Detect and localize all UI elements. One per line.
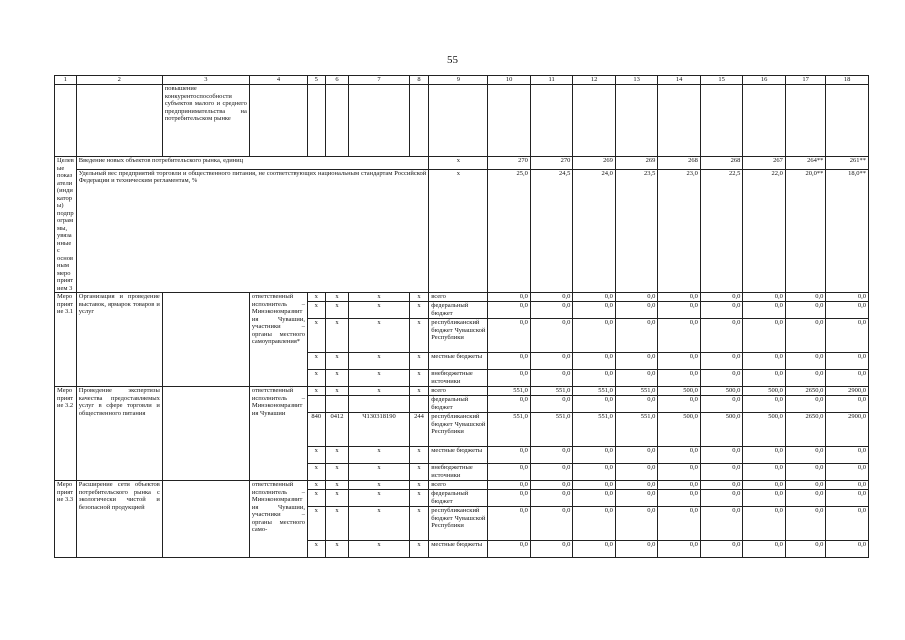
indicator-value: 268 xyxy=(658,157,701,170)
funding-value: 0,0 xyxy=(785,396,825,413)
funding-value: 0,0 xyxy=(488,353,531,370)
funding-value: 0,0 xyxy=(658,464,701,481)
budget-code: x xyxy=(409,447,429,464)
budget-code: x xyxy=(349,447,409,464)
funding-value: 0,0 xyxy=(615,319,658,353)
funding-value: 0,0 xyxy=(658,490,701,507)
budget-code: x xyxy=(409,541,429,558)
funding-value: 0,0 xyxy=(658,507,701,541)
funding-value: 0,0 xyxy=(700,507,743,541)
budget-code: x xyxy=(307,541,325,558)
indicator-value: 269 xyxy=(615,157,658,170)
funding-value: 0,0 xyxy=(530,481,573,490)
measure-empty xyxy=(162,387,249,481)
budget-code: x xyxy=(349,319,409,353)
funding-value: 0,0 xyxy=(488,319,531,353)
funding-source: республиканский бюджет Чувашской Республики xyxy=(429,319,488,353)
funding-value: 0,0 xyxy=(573,302,616,319)
empty-cell xyxy=(700,85,743,157)
measure-executor: ответственный исполнитель – Минэкономразвития Чувашии xyxy=(249,387,307,481)
budget-code: x xyxy=(325,353,349,370)
budget-code: x xyxy=(349,490,409,507)
funding-value: 0,0 xyxy=(658,447,701,464)
funding-value: 0,0 xyxy=(785,302,825,319)
budget-code: x xyxy=(349,507,409,541)
page-number: 55 xyxy=(447,54,458,66)
funding-value: 0,0 xyxy=(785,464,825,481)
indicator-value: 268 xyxy=(700,157,743,170)
funding-value: 0,0 xyxy=(785,447,825,464)
budget-code: x xyxy=(349,387,409,396)
indicator-unit: x xyxy=(429,169,488,292)
funding-value: 0,0 xyxy=(743,507,786,541)
budget-code: 0412 xyxy=(325,413,349,447)
budget-code xyxy=(307,396,325,413)
funding-value: 0,0 xyxy=(488,490,531,507)
funding-source: внебюджетные источники xyxy=(429,464,488,481)
funding-source: всего xyxy=(429,481,488,490)
empty-cell xyxy=(615,85,658,157)
funding-value: 0,0 xyxy=(700,447,743,464)
budget-code: x xyxy=(349,293,409,302)
funding-value: 551,0 xyxy=(615,387,658,396)
column-number: 4 xyxy=(249,76,307,85)
budget-code: x xyxy=(325,293,349,302)
funding-value: 0,0 xyxy=(573,464,616,481)
column-number: 14 xyxy=(658,76,701,85)
budget-code: x xyxy=(307,302,325,319)
funding-value: 0,0 xyxy=(785,319,825,353)
funding-value: 0,0 xyxy=(615,293,658,302)
column-number: 10 xyxy=(488,76,531,85)
funding-value: 0,0 xyxy=(530,507,573,541)
budget-code: x xyxy=(325,464,349,481)
funding-value: 0,0 xyxy=(826,464,869,481)
funding-value: 0,0 xyxy=(826,507,869,541)
indicator-row xyxy=(55,169,869,292)
budget-code: x xyxy=(307,387,325,396)
funding-value: 0,0 xyxy=(615,490,658,507)
budget-code: x xyxy=(307,293,325,302)
funding-value: 0,0 xyxy=(743,396,786,413)
indicators-label: Целевые показатели (индикаторы) подпрограммы, увязанные с основным мероприятием 3 xyxy=(55,157,77,293)
funding-value: 0,0 xyxy=(658,541,701,558)
column-number: 11 xyxy=(530,76,573,85)
funding-value: 0,0 xyxy=(700,490,743,507)
funding-value: 0,0 xyxy=(530,319,573,353)
column-number: 5 xyxy=(307,76,325,85)
budget-code: x xyxy=(409,387,429,396)
budget-code: x xyxy=(349,353,409,370)
funding-value: 2900,0 xyxy=(826,413,869,447)
column-number: 16 xyxy=(743,76,786,85)
funding-value: 500,0 xyxy=(658,413,701,447)
funding-value: 0,0 xyxy=(700,370,743,387)
funding-value: 0,0 xyxy=(530,370,573,387)
indicator-value: 267 xyxy=(743,157,786,170)
budget-code: x xyxy=(409,481,429,490)
funding-value: 0,0 xyxy=(573,447,616,464)
funding-value: 0,0 xyxy=(785,541,825,558)
funding-value: 0,0 xyxy=(573,507,616,541)
funding-value: 0,0 xyxy=(743,541,786,558)
empty-cell xyxy=(325,85,349,157)
budget-code: x xyxy=(325,319,349,353)
carry-row xyxy=(55,85,869,157)
funding-value: 0,0 xyxy=(826,481,869,490)
budget-code: x xyxy=(307,370,325,387)
funding-value: 0,0 xyxy=(488,370,531,387)
funding-value: 0,0 xyxy=(743,353,786,370)
funding-value: 0,0 xyxy=(615,396,658,413)
column-number: 6 xyxy=(325,76,349,85)
measure-id: Мероприятие 3.1 xyxy=(55,293,77,387)
funding-source: внебюджетные источники xyxy=(429,370,488,387)
column-number: 3 xyxy=(162,76,249,85)
funding-source: всего xyxy=(429,293,488,302)
budget-code: x xyxy=(349,464,409,481)
budget-code xyxy=(325,396,349,413)
budget-code: x xyxy=(409,319,429,353)
funding-value: 0,0 xyxy=(700,353,743,370)
funding-value: 0,0 xyxy=(573,481,616,490)
indicator-text: Введение новых объектов потребительского рынка, единиц xyxy=(76,157,429,170)
funding-value: 0,0 xyxy=(530,447,573,464)
funding-value: 0,0 xyxy=(743,447,786,464)
funding-source: республиканский бюджет Чувашской Республики xyxy=(429,507,488,541)
funding-value: 0,0 xyxy=(530,490,573,507)
budget-code: x xyxy=(307,507,325,541)
funding-value: 0,0 xyxy=(573,319,616,353)
funding-source: местные бюджеты xyxy=(429,447,488,464)
measure-name: Проведение экспертизы качества предоставляемых услуг в сфере торговли и общественного питания xyxy=(76,387,162,481)
funding-value: 0,0 xyxy=(573,541,616,558)
column-number: 2 xyxy=(76,76,162,85)
column-number: 12 xyxy=(573,76,616,85)
funding-source: местные бюджеты xyxy=(429,541,488,558)
funding-value: 0,0 xyxy=(573,370,616,387)
funding-value: 0,0 xyxy=(785,507,825,541)
funding-value: 0,0 xyxy=(615,302,658,319)
funding-value: 0,0 xyxy=(488,447,531,464)
funding-value: 551,0 xyxy=(573,387,616,396)
funding-value: 0,0 xyxy=(785,370,825,387)
funding-value: 551,0 xyxy=(488,387,531,396)
funding-value: 500,0 xyxy=(743,413,786,447)
funding-value: 0,0 xyxy=(826,447,869,464)
funding-value: 0,0 xyxy=(743,370,786,387)
funding-value: 551,0 xyxy=(573,413,616,447)
funding-value: 0,0 xyxy=(530,293,573,302)
funding-value: 0,0 xyxy=(700,541,743,558)
funding-value: 2650,0 xyxy=(785,413,825,447)
budget-code: x xyxy=(349,302,409,319)
funding-value: 0,0 xyxy=(488,481,531,490)
measure-executor: ответственный исполнитель – Минэкономразвития Чувашии, участники – органы местного само- xyxy=(249,481,307,558)
indicator-value: 24,0 xyxy=(573,169,616,292)
measure-empty xyxy=(162,481,249,558)
budget-code: 244 xyxy=(409,413,429,447)
funding-value: 0,0 xyxy=(826,541,869,558)
funding-row xyxy=(55,387,869,396)
table-body xyxy=(55,76,869,558)
funding-value: 0,0 xyxy=(700,319,743,353)
funding-row xyxy=(55,293,869,302)
funding-value: 0,0 xyxy=(615,370,658,387)
budget-code: x xyxy=(349,481,409,490)
empty-cell xyxy=(573,85,616,157)
funding-value: 0,0 xyxy=(615,447,658,464)
funding-value: 551,0 xyxy=(530,413,573,447)
funding-value: 0,0 xyxy=(658,370,701,387)
empty-cell xyxy=(55,85,77,157)
funding-source: всего xyxy=(429,387,488,396)
funding-value: 0,0 xyxy=(573,396,616,413)
funding-value: 0,0 xyxy=(785,481,825,490)
funding-value: 0,0 xyxy=(488,302,531,319)
budget-code: x xyxy=(325,507,349,541)
funding-value: 0,0 xyxy=(530,464,573,481)
funding-value: 0,0 xyxy=(658,353,701,370)
column-number: 15 xyxy=(700,76,743,85)
funding-value: 0,0 xyxy=(826,396,869,413)
column-number: 17 xyxy=(785,76,825,85)
funding-value: 551,0 xyxy=(530,387,573,396)
empty-cell xyxy=(76,85,162,157)
budget-code: x xyxy=(409,293,429,302)
indicator-value: 264** xyxy=(785,157,825,170)
funding-value: 0,0 xyxy=(488,464,531,481)
indicator-value: 24,5 xyxy=(530,169,573,292)
budget-code: x xyxy=(325,370,349,387)
funding-value: 0,0 xyxy=(700,464,743,481)
empty-cell xyxy=(349,85,409,157)
measure-id: Мероприятие 3.2 xyxy=(55,387,77,481)
budget-code: x xyxy=(325,387,349,396)
indicator-text: Удельный вес предприятий торговли и общественного питания, не соответствующих национальным стандартам Российской Федерации и техническим регламентам, % xyxy=(76,169,429,292)
indicator-value: 270 xyxy=(488,157,531,170)
budget-code: x xyxy=(409,353,429,370)
budget-code xyxy=(409,396,429,413)
funding-value: 500,0 xyxy=(743,387,786,396)
funding-value: 0,0 xyxy=(700,293,743,302)
indicator-value: 261** xyxy=(826,157,869,170)
funding-value: 0,0 xyxy=(530,396,573,413)
column-number: 18 xyxy=(826,76,869,85)
indicator-value: 23,5 xyxy=(615,169,658,292)
funding-value: 500,0 xyxy=(700,387,743,396)
funding-value: 0,0 xyxy=(488,293,531,302)
column-number: 8 xyxy=(409,76,429,85)
indicator-value: 20,0** xyxy=(785,169,825,292)
funding-value: 0,0 xyxy=(743,490,786,507)
funding-value: 0,0 xyxy=(826,370,869,387)
empty-cell xyxy=(249,85,307,157)
measure-id: Мероприятие 3.3 xyxy=(55,481,77,558)
funding-value: 0,0 xyxy=(826,319,869,353)
measure-executor: ответственный исполнитель – Минэкономразвития Чувашии, участники – органы местного самоуправления* xyxy=(249,293,307,387)
funding-value: 0,0 xyxy=(785,353,825,370)
funding-value: 0,0 xyxy=(530,302,573,319)
funding-value: 0,0 xyxy=(488,507,531,541)
funding-value: 0,0 xyxy=(743,302,786,319)
measure-name: Организация и проведение выставок, ярмарок товаров и услуг xyxy=(76,293,162,387)
funding-value: 0,0 xyxy=(826,302,869,319)
funding-value: 0,0 xyxy=(488,396,531,413)
funding-value: 500,0 xyxy=(700,413,743,447)
funding-value: 0,0 xyxy=(658,319,701,353)
funding-value: 0,0 xyxy=(658,293,701,302)
funding-value: 551,0 xyxy=(488,413,531,447)
budget-code: x xyxy=(409,490,429,507)
budget-code: x xyxy=(325,447,349,464)
budget-code: x xyxy=(307,490,325,507)
budget-code: x xyxy=(325,481,349,490)
indicator-value: 18,0** xyxy=(826,169,869,292)
measure-name: Расширение сети объектов потребительского рынка с экологически чистой и безопасной продукцией xyxy=(76,481,162,558)
indicator-value: 25,0 xyxy=(488,169,531,292)
funding-value: 0,0 xyxy=(615,507,658,541)
budget-code: x xyxy=(349,370,409,387)
funding-value: 0,0 xyxy=(785,490,825,507)
budget-code: x xyxy=(307,464,325,481)
funding-value: 2900,0 xyxy=(826,387,869,396)
funding-value: 500,0 xyxy=(658,387,701,396)
funding-source: местные бюджеты xyxy=(429,353,488,370)
column-number: 9 xyxy=(429,76,488,85)
funding-value: 0,0 xyxy=(573,293,616,302)
funding-value: 0,0 xyxy=(573,490,616,507)
funding-value: 0,0 xyxy=(826,490,869,507)
empty-cell xyxy=(826,85,869,157)
empty-cell xyxy=(785,85,825,157)
budget-code: x xyxy=(409,464,429,481)
empty-cell xyxy=(429,85,488,157)
funding-value: 0,0 xyxy=(700,481,743,490)
column-number: 1 xyxy=(55,76,77,85)
funding-value: 0,0 xyxy=(658,481,701,490)
empty-cell xyxy=(658,85,701,157)
funding-value: 0,0 xyxy=(615,464,658,481)
funding-value: 0,0 xyxy=(615,541,658,558)
budget-code: x xyxy=(325,541,349,558)
funding-value: 0,0 xyxy=(743,319,786,353)
indicator-value: 22,5 xyxy=(700,169,743,292)
budget-code: x xyxy=(307,447,325,464)
funding-value: 0,0 xyxy=(530,541,573,558)
funding-source: федеральный бюджет xyxy=(429,490,488,507)
budget-code: x xyxy=(409,507,429,541)
indicator-row xyxy=(55,157,869,170)
empty-cell xyxy=(530,85,573,157)
funding-value: 0,0 xyxy=(615,353,658,370)
indicator-value: 23,0 xyxy=(658,169,701,292)
budget-code: x xyxy=(307,481,325,490)
column-number-row xyxy=(55,76,869,85)
budget-code xyxy=(349,396,409,413)
funding-value: 0,0 xyxy=(743,293,786,302)
funding-value: 2650,0 xyxy=(785,387,825,396)
funding-value: 0,0 xyxy=(658,302,701,319)
column-number: 7 xyxy=(349,76,409,85)
empty-cell xyxy=(307,85,325,157)
empty-cell xyxy=(488,85,531,157)
indicator-value: 22,0 xyxy=(743,169,786,292)
funding-value: 0,0 xyxy=(743,464,786,481)
budget-code: x xyxy=(325,490,349,507)
budget-code: x xyxy=(307,353,325,370)
budget-code: 840 xyxy=(307,413,325,447)
indicator-unit: x xyxy=(429,157,488,170)
funding-source: федеральный бюджет xyxy=(429,302,488,319)
empty-cell xyxy=(409,85,429,157)
funding-value: 0,0 xyxy=(826,293,869,302)
funding-source: федеральный бюджет xyxy=(429,396,488,413)
indicator-value: 269 xyxy=(573,157,616,170)
funding-value: 0,0 xyxy=(488,541,531,558)
empty-cell xyxy=(743,85,786,157)
program-table xyxy=(54,75,869,558)
budget-code: x xyxy=(325,302,349,319)
funding-value: 551,0 xyxy=(615,413,658,447)
funding-value: 0,0 xyxy=(785,293,825,302)
budget-code: Ч130318190 xyxy=(349,413,409,447)
funding-value: 0,0 xyxy=(658,396,701,413)
funding-value: 0,0 xyxy=(743,481,786,490)
budget-code: x xyxy=(349,541,409,558)
carry-text: повышение конкурентоспособности субъектов малого и среднего предпринимательства на потребительском рынке xyxy=(162,85,249,157)
funding-source: республиканский бюджет Чувашской Республики xyxy=(429,413,488,447)
funding-row xyxy=(55,481,869,490)
funding-value: 0,0 xyxy=(826,353,869,370)
funding-value: 0,0 xyxy=(530,353,573,370)
funding-value: 0,0 xyxy=(615,481,658,490)
measure-empty xyxy=(162,293,249,387)
column-number: 13 xyxy=(615,76,658,85)
funding-value: 0,0 xyxy=(700,302,743,319)
funding-value: 0,0 xyxy=(573,353,616,370)
budget-code: x xyxy=(409,370,429,387)
funding-value: 0,0 xyxy=(700,396,743,413)
budget-code: x xyxy=(307,319,325,353)
budget-code: x xyxy=(409,302,429,319)
indicator-value: 270 xyxy=(530,157,573,170)
